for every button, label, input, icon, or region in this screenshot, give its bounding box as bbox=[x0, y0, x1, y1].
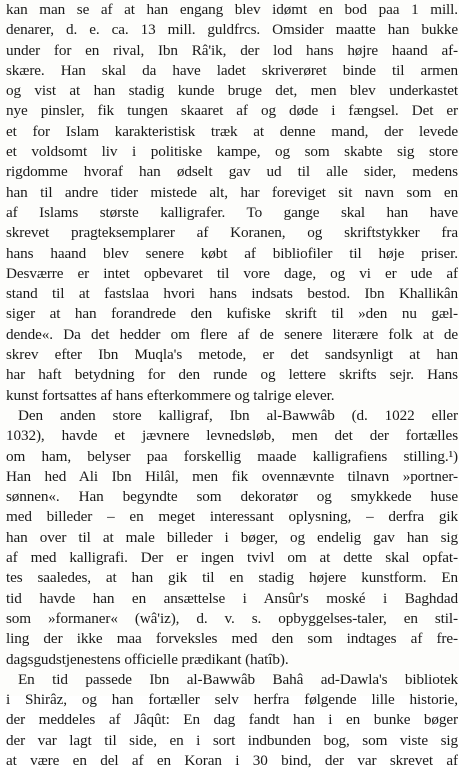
text-line: ling der ikke maa forveksles med den som indtages af fre- bbox=[6, 630, 458, 648]
text-line: af med kalligrafi. Der er ingen tvivl om at dette skal opfat- bbox=[6, 549, 458, 567]
text-line: rigdomme hvoraf han ødselt gav ud til alle sider, medens bbox=[6, 163, 458, 181]
text-line: hans haand blev senere købt af bibliofiler til høje priser. bbox=[6, 244, 458, 262]
text-line: Desværre er intet opbevaret til vore dage, og vi er ude af bbox=[6, 264, 458, 282]
text-line: med billeder – en meget interessant oplysning, – derfra gik bbox=[6, 508, 458, 526]
text-line: Den anden store kalligraf, Ibn al-Bawwâb (d. 1022 eller bbox=[18, 406, 458, 424]
text-line: af Islams største kalligrafer. To gange skal han have bbox=[6, 203, 458, 221]
text-line: om ham, belyser paa forskellig maade kalligrafiens stilling.¹) bbox=[6, 447, 458, 465]
text-line: han til andre tider mistede alt, har foreviget sit navn som en bbox=[6, 183, 458, 201]
text-line: nye pinsler, fik tungen skaaret af og døde i fængsel. Det er bbox=[6, 102, 458, 120]
text-line: Han hed Ali Ibn Hilâl, men fik ovennævnte tilnavn »portner- bbox=[6, 467, 458, 485]
text-line: har haft betydning for den runde og lettere skrifts sejr. Hans bbox=[6, 366, 458, 384]
text-line: 1032), havde et jævnere levnedsløb, men det der fortælles bbox=[6, 427, 458, 445]
text-line: der meddeles af Jâqût: En dag fandt han i en bunke bøger bbox=[6, 711, 458, 729]
text-line: sønnen«. Han begyndte som dekoratør og smykkede huse bbox=[6, 488, 458, 506]
text-line: skrevet pragteksemplarer af Koranen, og skriftstykker fra bbox=[6, 224, 458, 242]
text-line: kunst fortsattes af hans efterkommere og talrige elever. bbox=[6, 386, 335, 404]
text-line: og vist at han stadig kunde bruge det, men blev underkastet bbox=[6, 82, 458, 100]
text-line: siger at han forandrede den kufiske skrift til »den nu gæl- bbox=[6, 305, 458, 323]
text-line: et for Islam karakteristisk træk at denne mand, der levede bbox=[6, 122, 458, 140]
text-line: tes saaledes, at han gik til en stadig højere kunstform. En bbox=[6, 569, 458, 587]
text-line: under for en rival, Ibn Râ'ik, der lod hans højre haand af- bbox=[6, 41, 458, 59]
paragraph-1 bbox=[6, 0, 458, 406]
text-line: denarer, d. e. ca. 13 mill. guldfrcs. Omsider maatte han bukke bbox=[6, 21, 458, 39]
paragraph-2 bbox=[6, 406, 458, 670]
text-line: dende«. Da det hedder om flere af de senere literære folk at de bbox=[6, 325, 458, 343]
text-line: et voldsomt liv i politiske kampe, og som skabte sig store bbox=[6, 143, 458, 161]
text-line: skære. Han skal da have ladet skriverøret binde til armen bbox=[6, 61, 458, 79]
text-line: som »formaner« (wâ'iz), d. v. s. opbyggelses-taler, en stil- bbox=[6, 609, 458, 627]
text-line: stand til at fastslaa hvori hans indsats bestod. Ibn Khallikân bbox=[6, 285, 458, 303]
text-line: skrev efter Ibn Muqla's metode, er det sandsynligt at han bbox=[6, 346, 458, 364]
text-line: han over til at male billeder i bøger, og endelig gav han sig bbox=[6, 528, 458, 546]
paragraph-3 bbox=[6, 670, 458, 771]
text-line: i Shirâz, og han fortæller selv herfra følgende lille historie, bbox=[6, 691, 458, 709]
text-line: der var lagt til side, en i sort indbunden bog, som viste sig bbox=[6, 731, 458, 749]
text-line: En tid passede Ibn al-Bawwâb Bahâ ad-Dawla's bibliotek bbox=[18, 670, 458, 688]
body-text bbox=[6, 0, 458, 771]
text-line: dagsgudstjenestens officielle prædikant (hatîb). bbox=[6, 650, 289, 668]
text-line: tid havde han en ansættelse i Ansûr's moské i Baghdad bbox=[6, 589, 458, 607]
text-line: kan man se af at han engang blev idømt en bod paa 1 mill. bbox=[6, 1, 458, 18]
text-line: at være en del af en Koran i 30 bind, der var skrevet af bbox=[6, 751, 458, 769]
